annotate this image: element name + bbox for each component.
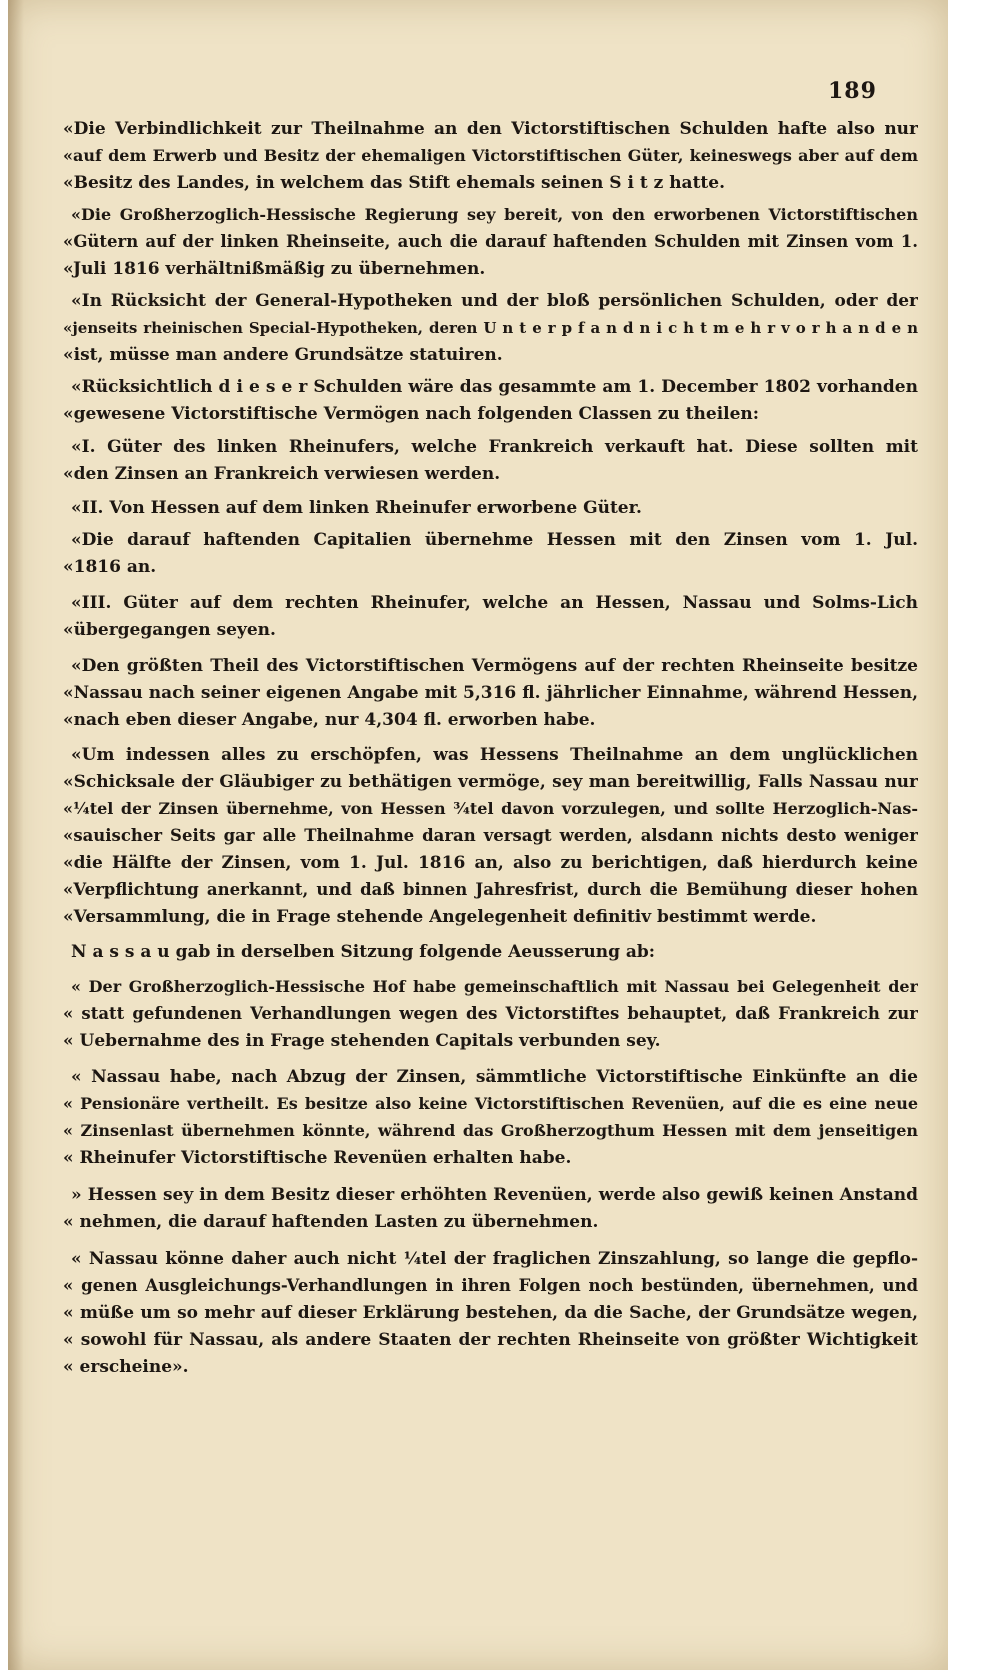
text-line: «jenseits rheinischen Special-Hypotheken, deren U n t e r p f a n d n i c h t m e h r v o r h a n d e n: [63, 319, 918, 337]
text-line: «III. Güter auf dem rechten Rheinufer, welche an Hessen, Nassau und Solms-Lich: [71, 593, 918, 613]
text-line: « genen Ausgleichungs-Verhandlungen in ihren Folgen noch bestünden, übernehmen, und: [63, 1276, 918, 1295]
text-line: «Rücksichtlich d i e s e r Schulden wäre das gesammte am 1. December 1802 vorhanden: [71, 377, 918, 397]
text-line: «In Rücksicht der General-Hypotheken und der bloß persönlichen Schulden, oder der: [71, 291, 918, 311]
text-line: « erscheine».: [63, 1357, 189, 1377]
text-line: « Nassau habe, nach Abzug der Zinsen, sämmtliche Victorstiftische Einkünfte an die: [71, 1067, 918, 1087]
text-line: « sowohl für Nassau, als andere Staaten der rechten Rheinseite von größter Wichtigkeit: [63, 1330, 918, 1350]
text-line: « Nassau könne daher auch nicht ¼tel der fraglichen Zinszahlung, so lange die gepflo-: [71, 1249, 918, 1269]
text-line: «Um indessen alles zu erschöpfen, was Hessens Theilnahme an dem unglücklichen: [71, 745, 918, 765]
text-line: «Schicksale der Gläubiger zu bethätigen vermöge, sey man bereitwillig, Falls Nassau nur: [63, 772, 918, 792]
book-page: [8, 0, 948, 1670]
page-binding-shadow: [8, 0, 24, 1670]
text-line: « statt gefundenen Verhandlungen wegen des Victorstiftes behauptet, daß Frankreich zur: [63, 1004, 918, 1023]
text-line: « Rheinufer Victorstiftische Revenüen erhalten habe.: [63, 1148, 572, 1168]
text-line: «die Hälfte der Zinsen, vom 1. Jul. 1816 an, also zu berichtigen, daß hierdurch keine: [63, 853, 918, 873]
text-line: «den Zinsen an Frankreich verwiesen werden.: [63, 464, 501, 484]
text-line: » Hessen sey in dem Besitz dieser erhöhten Revenüen, werde also gewiß keinen Anstand: [71, 1185, 918, 1205]
text-line: «Besitz des Landes, in welchem das Stift ehemals seinen S i t z hatte.: [63, 173, 726, 193]
text-line: N a s s a u gab in derselben Sitzung folgende Aeusserung ab:: [71, 942, 656, 962]
text-line: «Juli 1816 verhältnißmäßig zu übernehmen.: [63, 259, 486, 279]
text-line: «auf dem Erwerb und Besitz der ehemaligen Victorstiftischen Güter, keineswegs aber auf dem: [63, 146, 918, 165]
text-line: «I. Güter des linken Rheinufers, welche Frankreich verkauft hat. Diese sollten mit: [71, 437, 918, 457]
text-line: « Zinsenlast übernehmen könnte, während das Großherzogthum Hessen mit dem jenseitigen: [63, 1121, 918, 1140]
text-line: « müße um so mehr auf dieser Erklärung bestehen, da die Sache, der Grundsätze wegen,: [63, 1303, 918, 1323]
text-line: «nach eben dieser Angabe, nur 4,304 fl. erworben habe.: [63, 710, 596, 730]
text-line: «sauischer Seits gar alle Theilnahme daran versagt werden, alsdann nichts desto weniger: [63, 826, 918, 845]
text-line: «Versammlung, die in Frage stehende Angelegenheit definitiv bestimmt werde.: [63, 907, 817, 927]
text-line: « Uebernahme des in Frage stehenden Capitals verbunden sey.: [63, 1031, 661, 1051]
text-line: «Die Großherzoglich-Hessische Regierung sey bereit, von den erworbenen Victorstiftischen: [71, 205, 918, 224]
text-line: «1816 an.: [63, 557, 157, 577]
text-line: «ist, müsse man andere Grundsätze statuiren.: [63, 345, 503, 365]
text-line: «Gütern auf der linken Rheinseite, auch die darauf haftenden Schulden mit Zinsen vom 1.: [63, 232, 918, 251]
text-line: « nehmen, die darauf haftenden Lasten zu übernehmen.: [63, 1212, 599, 1232]
text-line: «¼tel der Zinsen übernehme, von Hessen ¾tel davon vorzulegen, und sollte Herzoglich-Nas-: [63, 799, 918, 818]
text-line: «gewesene Victorstiftische Vermögen nach folgenden Classen zu theilen:: [63, 404, 760, 424]
text-line: «übergegangen seyen.: [63, 620, 276, 640]
text-line: «Nassau nach seiner eigenen Angabe mit 5,316 fl. jährlicher Einnahme, während Hessen,: [63, 683, 918, 703]
text-line: «Den größten Theil des Victorstiftischen Vermögens auf der rechten Rheinseite besitze: [71, 656, 918, 676]
text-line: «Verpflichtung anerkannt, und daß binnen Jahresfrist, durch die Bemühung dieser hohen: [63, 880, 918, 899]
text-line: «Die darauf haftenden Capitalien übernehme Hessen mit den Zinsen vom 1. Jul.: [71, 530, 918, 550]
text-line: «Die Verbindlichkeit zur Theilnahme an den Victorstiftischen Schulden hafte also nur: [63, 119, 918, 139]
text-line: «II. Von Hessen auf dem linken Rheinufer erworbene Güter.: [71, 498, 642, 518]
text-line: « Der Großherzoglich-Hessische Hof habe gemeinschaftlich mit Nassau bei Gelegenheit der: [71, 977, 918, 996]
page-number: 189: [828, 78, 877, 104]
text-line: « Pensionäre vertheilt. Es besitze also keine Victorstiftischen Revenüen, auf die es eine neue: [63, 1094, 918, 1113]
